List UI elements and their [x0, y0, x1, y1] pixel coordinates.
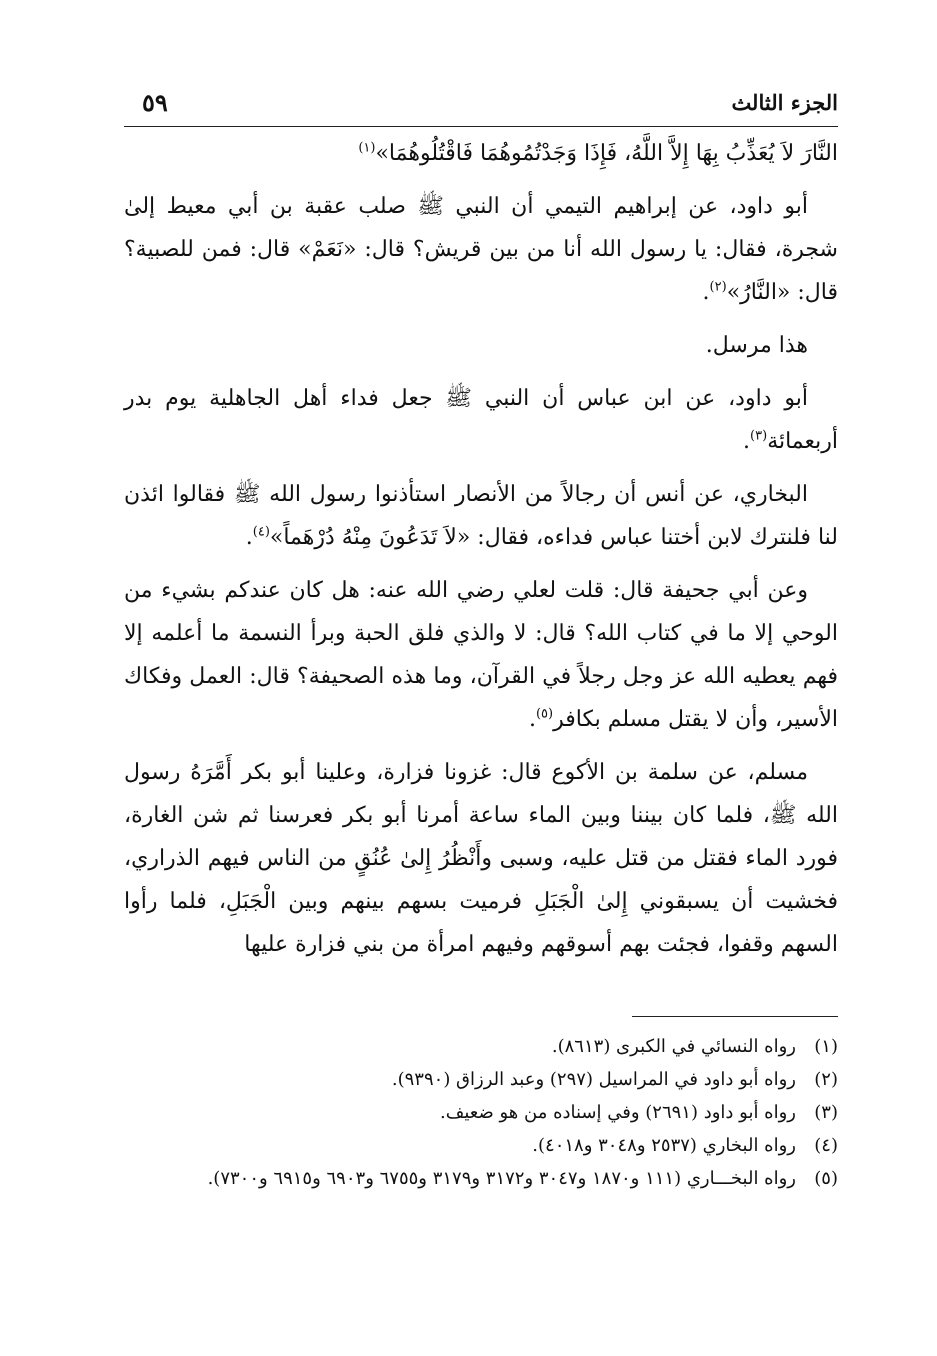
- footnote-text: رواه أبو داود في المراسيل (٢٩٧) وعبد الرزاق (٩٣٩٠).: [391, 1069, 796, 1090]
- footnote-4: [124, 1129, 838, 1162]
- paragraph-1-text: النَّارَ لاَ يُعَذِّبُ بِهَا إِلاَّ اللَّهُ، فَإِذَا وَجَدْتُمُوهُمَا فَاقْتُلُوهُمَا»: [375, 141, 838, 166]
- footnote-ref-2: (٢): [709, 279, 727, 295]
- running-header: [128, 80, 838, 124]
- footnote-5: [124, 1162, 838, 1195]
- footnote-number: (١): [814, 1036, 838, 1057]
- footnote-text: رواه البخـــاري (١١١ و١٨٧٠ و٣٠٤٧ و٣١٧٢ و٣١٧٩ و٦٧٥٥ و٦٩٠٣ و٦٩١٥ و٧٣٠٠).: [207, 1168, 796, 1189]
- running-title: الجزء الثالث: [731, 90, 838, 115]
- paragraph-5: [124, 473, 838, 559]
- paragraph-7: [124, 751, 838, 966]
- footnote-text: رواه أبو داود (٢٦٩١) وفي إسناده من هو ضعيف.: [440, 1102, 796, 1123]
- page-number: ٥٩: [142, 88, 168, 117]
- paragraph-6: [124, 569, 838, 741]
- footnote-number: (٢): [814, 1069, 838, 1090]
- footnote-number: (٥): [814, 1168, 838, 1189]
- footnote-ref-1: (١): [358, 140, 376, 156]
- footnote-text: رواه النسائي في الكبرى (٨٦١٣).: [551, 1036, 796, 1057]
- footnote-2: [124, 1063, 838, 1096]
- paragraph-5-end: .: [245, 525, 253, 550]
- main-text: [124, 132, 838, 976]
- paragraph-3: [124, 324, 838, 367]
- footnote-1: [124, 1030, 838, 1063]
- paragraph-4-end: .: [743, 429, 751, 454]
- footnote-number: (٣): [814, 1102, 838, 1123]
- footnote-ref-3: (٣): [750, 428, 768, 444]
- paragraph-2: [124, 185, 838, 314]
- footnote-3: [124, 1096, 838, 1129]
- header-rule: [124, 126, 838, 127]
- paragraph-2-end: .: [702, 280, 710, 305]
- paragraph-3-text: هذا مرسل.: [705, 333, 808, 358]
- paragraph-1: [124, 132, 838, 175]
- footnotes: [124, 1030, 838, 1195]
- footnote-ref-5: (٥): [535, 706, 554, 722]
- paragraph-5-text: البخاري، عن أنس أن رجالاً من الأنصار استأذنوا رسول الله ﷺ فقالوا ائذن لنا فلنترك لابن أختنا عباس فداءه، فقال: «لاَ تَدَعُونَ مِنْهُ دُرْهَماً»: [124, 482, 838, 550]
- footnote-ref-4: (٤): [252, 524, 270, 540]
- paragraph-2-text: أبو داود، عن إبراهيم التيمي أن النبي ﷺ صلب عقبة بن أبي معيط إلىٰ شجرة، فقال: يا رسول الله أنا من بين قريش؟ قال: «نَعَمْ» قال: فمن للصبية؟ قال: «النَّارُ»: [124, 194, 838, 305]
- paragraph-6-text: وعن أبي جحيفة قال: قلت لعلي رضي الله عنه: هل كان عندكم بشيء من الوحي إلا ما في كتاب الله؟ قال: لا والذي فلق الحبة وبرأ النسمة ما أعلمه إلا فهم يعطيه الله عز وجل رجلاً في القرآن، وما هذه الصحيفة؟ قال: العمل وفكاك الأسير، وأن لا يقتل مسلم بكافر: [124, 578, 838, 732]
- paragraph-4: [124, 377, 838, 463]
- footnote-number: (٤): [814, 1135, 838, 1156]
- paragraph-4-text: أبو داود، عن ابن عباس أن النبي ﷺ جعل فداء أهل الجاهلية يوم بدر أربعمائة: [124, 386, 838, 454]
- footnote-text: رواه البخاري (٢٥٣٧ و٣٠٤٨ و٤٠١٨).: [532, 1135, 796, 1156]
- paragraph-6-end: .: [528, 707, 536, 732]
- paragraph-7-text: مسلم، عن سلمة بن الأكوع قال: غزونا فزارة، وعلينا أبو بكر أَمَّرَهُ رسول الله ﷺ، فلما كان بيننا وبين الماء ساعة أمرنا أبو بكر فعرسنا ثم شن الغارة، فورد الماء فقتل من قتل عليه، وسبى وأَنْظُرُ إِلىٰ عُنُقٍ من الناس فيهم الذراري، فخشيت أن يسبقوني إِلىٰ الْجَبَلِ فرميت بسهم بينهم وبين الْجَبَلِ، فلما رأوا السهم وقفوا، فجئت بهم أسوقهم وفيهم امرأة من بني فزارة عليها: [124, 760, 838, 957]
- footnote-rule: [632, 1016, 838, 1017]
